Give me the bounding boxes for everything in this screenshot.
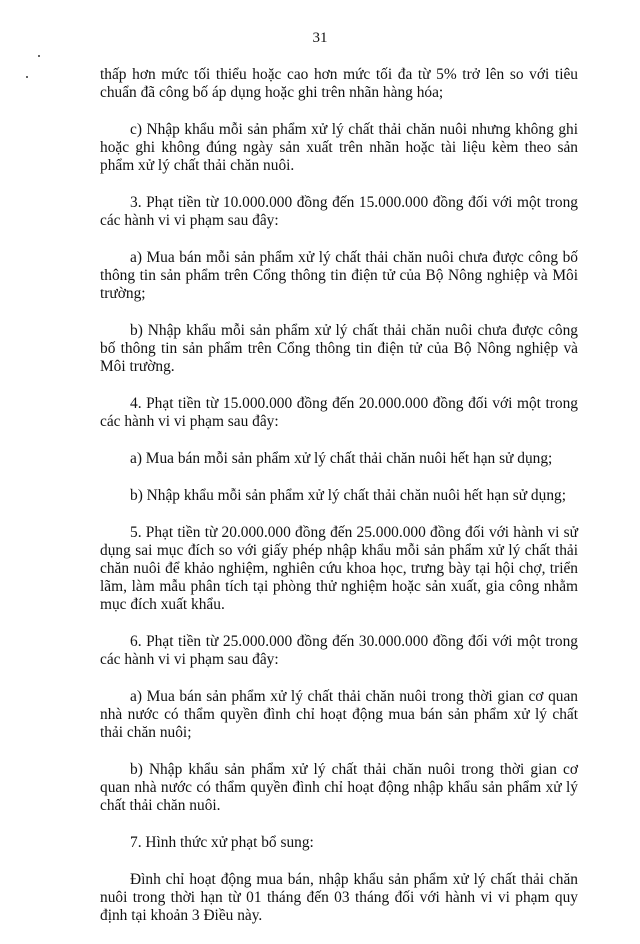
paragraph: 3. Phạt tiền từ 10.000.000 đồng đến 15.000.000 đồng đối với một trong các hành vi vi phạm sau đây: <box>100 194 578 229</box>
paragraph: a) Mua bán mỗi sản phẩm xử lý chất thải chăn nuôi hết hạn sử dụng; <box>130 450 553 467</box>
paragraph: b) Nhập khẩu sản phẩm xử lý chất thải chăn nuôi trong thời gian cơ quan nhà nước có thẩm quyền đình chỉ hoạt động nhập khẩu sản phẩm xử lý chất thải chăn nuôi. <box>100 761 578 814</box>
paragraph: b) Nhập khẩu mỗi sản phẩm xử lý chất thải chăn nuôi hết hạn sử dụng; <box>130 487 566 504</box>
paragraph: a) Mua bán sản phẩm xử lý chất thải chăn nuôi trong thời gian cơ quan nhà nước có thẩm quyền đình chỉ hoạt động mua bán sản phẩm xử lý chất thải chăn nuôi; <box>100 688 578 741</box>
paragraph: 4. Phạt tiền từ 15.000.000 đồng đến 20.000.000 đồng đối với một trong các hành vi vi phạm sau đây: <box>100 395 578 430</box>
page-number: 31 <box>312 30 328 46</box>
paragraph: 5. Phạt tiền từ 20.000.000 đồng đến 25.000.000 đồng đối với hành vi sử dụng sai mục đích so với giấy phép nhập khẩu mỗi sản phẩm xử lý chất thải chăn nuôi để khảo nghiệm, nghiên cứu khoa học, trưng bày tại hội chợ, triển lãm, làm mẫu phân tích tại phòng thử nghiệm hoặc sản xuất, gia công nhằm mục đích xuất khẩu. <box>100 524 578 613</box>
paragraph: Đình chỉ hoạt động mua bán, nhập khẩu sản phẩm xử lý chất thải chăn nuôi trong thời hạn từ 01 tháng đến 03 tháng đối với hành vi vi phạm quy định tại khoản 3 Điều này. <box>100 871 578 924</box>
paragraph: c) Nhập khẩu mỗi sản phẩm xử lý chất thải chăn nuôi nhưng không ghi hoặc ghi không đúng ngày sản xuất trên nhãn hoặc tài liệu kèm theo sản phẩm xử lý chất thải chăn nuôi. <box>100 121 578 174</box>
paragraph: thấp hơn mức tối thiểu hoặc cao hơn mức tối đa từ 5% trở lên so với tiêu chuẩn đã công bố áp dụng hoặc ghi trên nhãn hàng hóa; <box>100 66 578 101</box>
document-body <box>100 66 578 944</box>
scan-speck <box>26 76 28 78</box>
paragraph: 6. Phạt tiền từ 25.000.000 đồng đến 30.000.000 đồng đối với một trong các hành vi vi phạm sau đây: <box>100 633 578 668</box>
scan-speck <box>38 55 40 57</box>
paragraph: a) Mua bán mỗi sản phẩm xử lý chất thải chăn nuôi chưa được công bố thông tin sản phẩm trên Cổng thông tin điện tử của Bộ Nông nghiệp và Môi trường; <box>100 249 578 302</box>
paragraph: 7. Hình thức xử phạt bổ sung: <box>130 834 314 851</box>
paragraph: b) Nhập khẩu mỗi sản phẩm xử lý chất thải chăn nuôi chưa được công bố thông tin sản phẩm trên Cổng thông tin điện tử của Bộ Nông nghiệp và Môi trường. <box>100 322 578 375</box>
